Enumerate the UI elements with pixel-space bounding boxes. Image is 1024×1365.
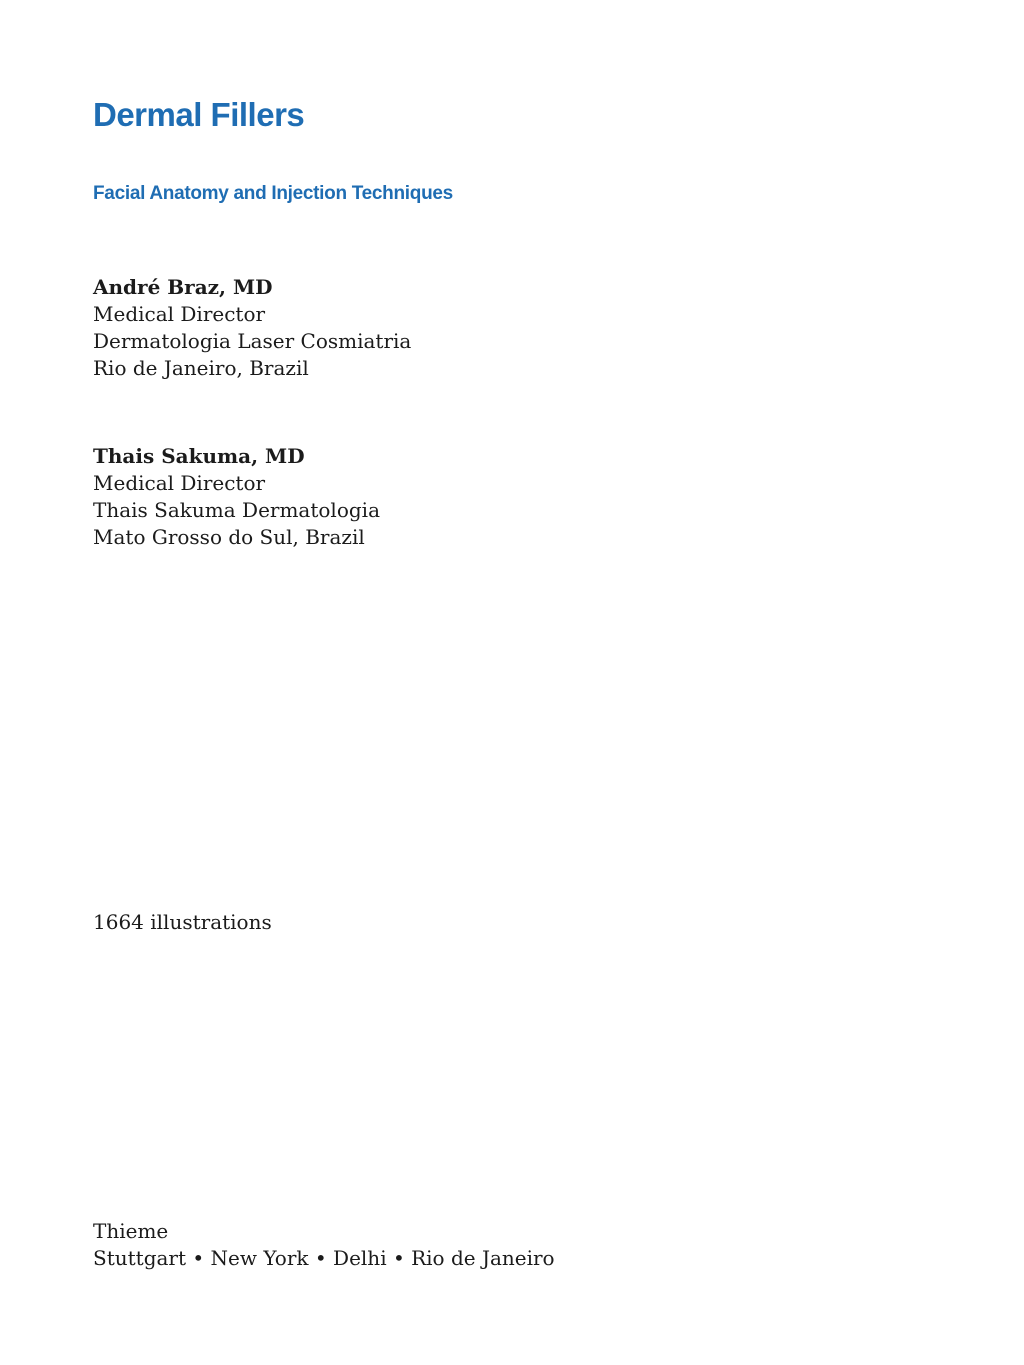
author-location: Rio de Janeiro, Brazil — [93, 356, 309, 380]
publisher-name: Thieme — [93, 1219, 169, 1243]
author-location: Mato Grosso do Sul, Brazil — [93, 525, 365, 549]
book-title: Dermal Fillers — [93, 96, 305, 133]
author-role: Medical Director — [93, 302, 266, 326]
author-name: Thais Sakuma, MD — [93, 444, 305, 468]
author-block-braz — [93, 274, 411, 382]
publisher-cities: Stuttgart • New York • Delhi • Rio de Janeiro — [93, 1246, 555, 1270]
author-institution: Dermatologia Laser Cosmiatria — [93, 329, 412, 353]
illustrations-count: 1664 illustrations — [93, 910, 272, 934]
author-name: André Braz, MD — [93, 275, 273, 299]
book-subtitle: Facial Anatomy and Injection Techniques — [93, 183, 453, 204]
author-institution: Thais Sakuma Dermatologia — [93, 498, 380, 522]
author-role: Medical Director — [93, 471, 266, 495]
publisher-block — [93, 1218, 555, 1272]
author-block-sakuma — [93, 443, 380, 551]
